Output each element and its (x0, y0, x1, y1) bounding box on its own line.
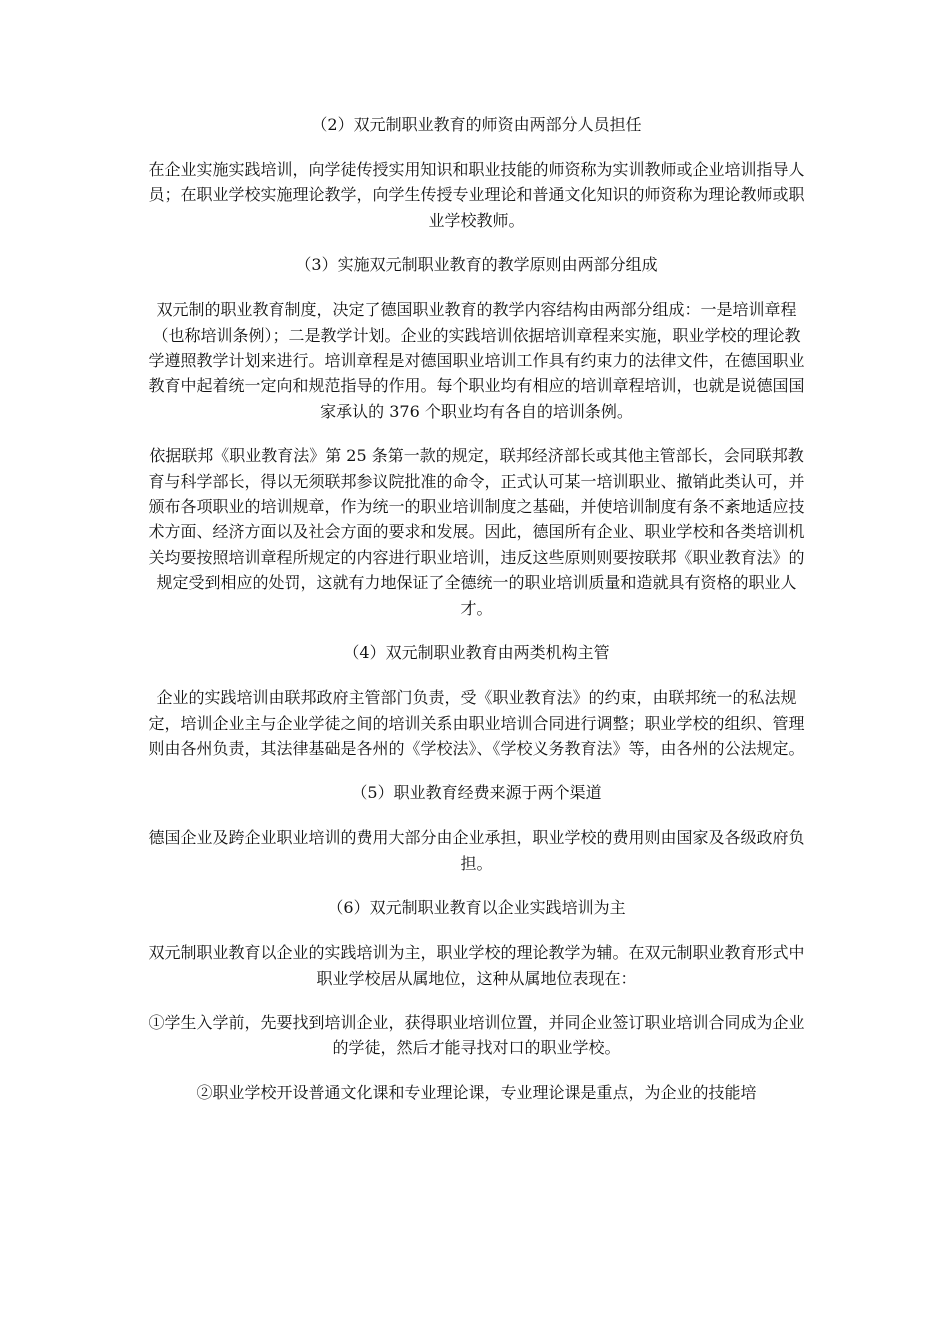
paragraph-teachers: 在企业实施实践培训，向学徒传授实用知识和职业技能的师资称为实训教师或企业培训指导人员；在职业学校实施理论教学，向学生传授专业理论和普通文化知识的师资称为理论教师或职业学校教师。 (148, 160, 805, 230)
section-heading-3: （3）实施双元制职业教育的教学原则由两部分组成 (295, 255, 658, 275)
list-item-2: ②职业学校开设普通文化课和专业理论课，专业理论课是重点，为企业的技能培 (196, 1082, 757, 1102)
paragraph-funding: 德国企业及跨企业职业培训的费用大部分由企业承担，职业学校的费用则由国家及各级政府负担。 (148, 828, 805, 873)
list-item-1: ①学生入学前，先要找到培训企业，获得职业培训位置，并同企业签订职业培训合同成为企业的学徒，然后才能寻找对口的职业学校。 (148, 1012, 805, 1058)
paragraph-enterprise-focus: 双元制职业教育以企业的实践培训为主，职业学校的理论教学为辅。在双元制职业教育形式中职业学校居从属地位，这种从属地位表现在： (148, 943, 805, 988)
paragraph-vocational-law: 依据联邦《职业教育法》第 25 条第一款的规定，联邦经济部长或其他主管部长，会同联邦教育与科学部长，得以无须联邦参议院批准的命令，正式认可某一培训职业、撤销此类认可，并颁布各项职业的培训规章，作为统一的职业培训制度之基础，并使培训制度有条不紊地适应技术方面、经济方面以及社会方面的要求和发展。因此，德国所有企业、职业学校和各类培训机关均要按照培训章程所规定的内容进行职业培训，违反这些原则则要按联邦《职业教育法》的规定受到相应的处罚，这就有力地保证了全德统一的职业培训质量和造就具有资格的职业人才。 (148, 446, 805, 618)
section-heading-5: （5）职业教育经费来源于两个渠道 (351, 783, 602, 803)
section-heading-4: （4）双元制职业教育由两类机构主管 (343, 643, 610, 663)
section-heading-2: （2）双元制职业教育的师资由两部分人员担任 (311, 115, 642, 134)
paragraph-administration: 企业的实践培训由联邦政府主管部门负责，受《职业教育法》的约束，由联邦统一的私法规定，培训企业主与企业学徒之间的培训关系由职业培训合同进行调整；职业学校的组织、管理则由各州负责，其法律基础是各州的《学校法》、《学校义务教育法》等，由各州的公法规定。 (148, 688, 805, 758)
paragraph-teaching-structure: 双元制的职业教育制度，决定了德国职业教育的教学内容结构由两部分组成：一是培训章程（也称培训条例）；二是教学计划。企业的实践培训依据培训章程来实施，职业学校的理论教学遵照教学计划来进行。培训章程是对德国职业培训工作具有约束力的法律文件，在德国职业教育中起着统一定向和规范指导的作用。每个职业均有相应的培训章程培训，也就是说德国国家承认的 376 个职业均有各自的培训条例。 (148, 300, 805, 421)
section-heading-6: （6）双元制职业教育以企业实践培训为主 (327, 898, 626, 918)
document-page (145, 112, 808, 1124)
